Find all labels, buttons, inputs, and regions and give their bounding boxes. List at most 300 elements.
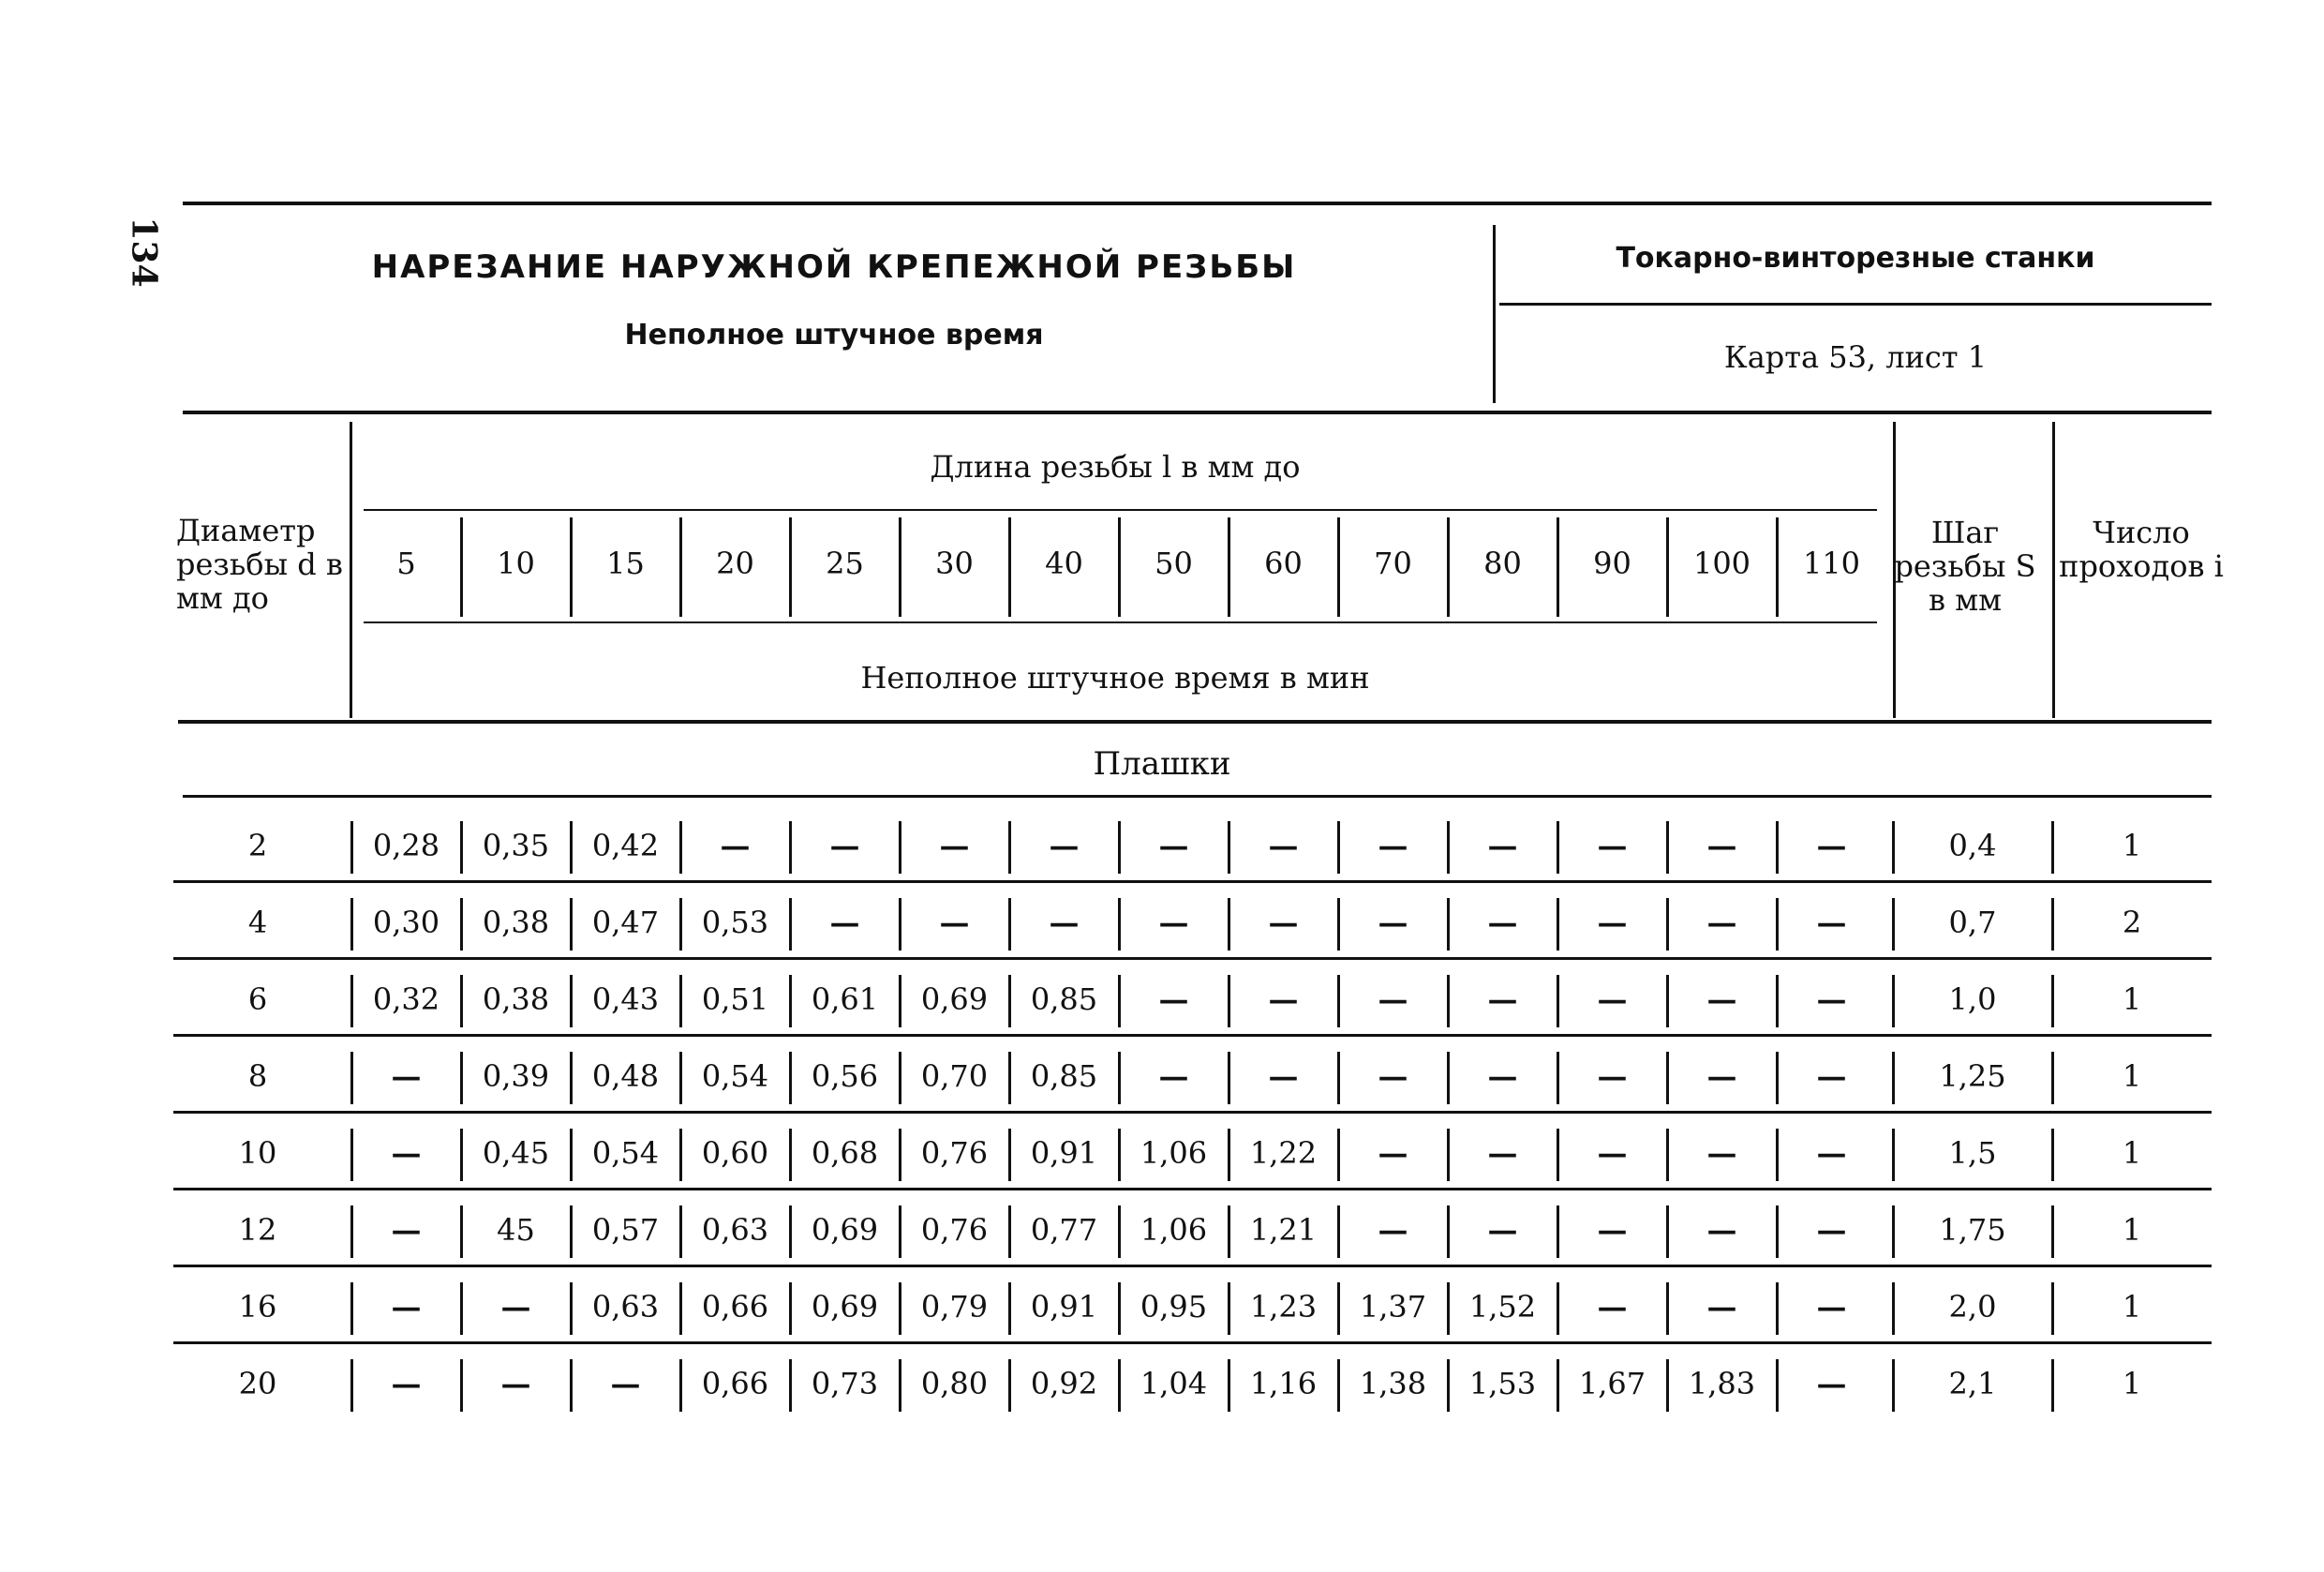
row-col-divider [1118,1282,1121,1335]
length-value-divider [679,517,682,617]
header-right-rule [1499,303,2212,306]
row-col-divider [1447,821,1450,874]
time-cell: — [1158,905,1189,940]
row-step: 1,0 [1948,981,1997,1017]
row-col-divider [1008,898,1011,951]
time-cell: 0,54 [591,1135,660,1171]
table-head-top-rule [183,411,2212,414]
row-col-divider [570,1129,573,1181]
row-col-divider [1228,1282,1230,1335]
row-col-divider [679,821,682,874]
row-col-divider [1228,898,1230,951]
length-value-100: 100 [1692,546,1751,581]
row-col-divider [350,1129,353,1181]
row-col-divider [1337,821,1340,874]
time-cell: 1,04 [1140,1366,1208,1401]
row-diameter: 4 [247,905,268,940]
time-cell: 0,80 [920,1366,989,1401]
time-cell: — [1816,1212,1847,1248]
row-col-divider [1228,1052,1230,1104]
row-col-divider [1008,821,1011,874]
row-col-divider [1892,821,1895,874]
row-col-divider [350,1052,353,1104]
time-cell: 0,35 [482,828,550,863]
row-col-divider [460,1359,463,1412]
top-rule [183,202,2212,205]
row-col-divider [1008,1129,1011,1181]
time-cell: — [1706,1135,1737,1171]
row-bottom-rule [173,1111,2212,1114]
row-bottom-rule [173,1265,2212,1267]
row-col-divider [1337,1205,1340,1258]
row-col-divider [1228,1129,1230,1181]
time-cell: — [1378,981,1408,1017]
time-cell: — [1487,905,1518,940]
time-cell: — [1706,828,1737,863]
length-value-20: 20 [716,546,754,581]
machine-type: Токарно-винторезные станки [1616,242,2095,275]
row-step: 0,4 [1948,828,1997,863]
row-bottom-rule [173,1341,2212,1344]
row-diameter: 6 [247,981,268,1017]
section-title: Плашки [1093,745,1231,783]
row-col-divider [899,1359,901,1412]
row-bottom-rule [173,880,2212,883]
time-cell: — [1268,905,1299,940]
time-cell: 0,57 [591,1212,660,1248]
time-cell: 0,63 [591,1289,660,1325]
row-col-divider [1337,1359,1340,1412]
row-col-divider [1447,1052,1450,1104]
row-col-divider [679,975,682,1027]
row-bottom-rule [173,1188,2212,1190]
time-cell: 0,38 [482,981,550,1017]
time-cell: 0,60 [701,1135,769,1171]
row-col-divider [1776,898,1779,951]
time-cell: 1,23 [1249,1289,1318,1325]
length-value-60: 60 [1264,546,1303,581]
row-col-divider [1557,898,1559,951]
section-bottom-rule [183,795,2212,798]
length-value-divider [899,517,901,617]
table-head-bottom-rule [178,720,2212,724]
row-col-divider [1557,1129,1559,1181]
row-col-divider [789,1205,792,1258]
row-diameter: 2 [247,828,268,863]
time-cell: 1,67 [1578,1366,1646,1401]
length-value-divider [789,517,792,617]
time-cell: 45 [497,1212,535,1248]
length-value-divider [1776,517,1779,617]
row-col-divider [460,1052,463,1104]
time-cell: 1,83 [1688,1366,1756,1401]
time-cell: — [939,905,970,940]
length-value-70: 70 [1374,546,1412,581]
row-col-divider [1118,1052,1121,1104]
row-col-divider [789,1282,792,1335]
row-col-divider [460,975,463,1027]
time-cell: 0,56 [811,1058,879,1094]
time-cell: 0,54 [701,1058,769,1094]
row-col-divider [1447,1282,1450,1335]
time-cell: — [500,1289,531,1325]
row-col-divider [1008,1205,1011,1258]
time-cell: — [1268,828,1299,863]
length-value-25: 25 [826,546,864,581]
document-title: НАРЕЗАНИЕ НАРУЖНОЙ КРЕПЕЖНОЙ РЕЗЬБЫ [371,248,1297,286]
time-cell: 0,32 [372,981,440,1017]
time-cell: — [391,1058,422,1094]
time-cell: — [1816,1366,1847,1401]
row-col-divider [350,1282,353,1335]
row-col-divider [1228,821,1230,874]
row-col-divider [899,898,901,951]
row-col-divider [1447,975,1450,1027]
row-col-divider [1337,1282,1340,1335]
time-cell: 1,53 [1468,1366,1537,1401]
row-diameter: 10 [238,1135,277,1171]
row-col-divider [1337,975,1340,1027]
row-col-divider [1447,1205,1450,1258]
row-col-divider [570,1282,573,1335]
time-cell: — [1597,1289,1628,1325]
row-diameter: 8 [247,1058,268,1094]
row-col-divider [679,1129,682,1181]
row-col-divider [350,1359,353,1412]
time-cell: — [391,1135,422,1171]
row-col-divider [1337,1129,1340,1181]
length-value-divider [1666,517,1669,617]
time-cell: 1,16 [1249,1366,1318,1401]
row-passes: 2 [2122,905,2142,940]
row-col-divider [1447,898,1450,951]
row-passes: 1 [2122,1289,2142,1325]
time-cell: — [1597,981,1628,1017]
time-cell: 0,66 [701,1366,769,1401]
row-col-divider [899,1282,901,1335]
time-cell: 0,61 [811,981,879,1017]
length-value-divider [460,517,463,617]
row-col-divider [1666,898,1669,951]
row-col-divider [1892,1205,1895,1258]
time-cell: 0,66 [701,1289,769,1325]
time-cell: — [1487,1058,1518,1094]
row-col-divider [1892,898,1895,951]
row-col-divider [679,898,682,951]
time-cell: — [829,828,860,863]
length-value-10: 10 [497,546,535,581]
row-col-divider [1776,1052,1779,1104]
row-col-divider [1666,1205,1669,1258]
row-col-divider [350,975,353,1027]
time-cell: — [1378,905,1408,940]
time-cell: 0,76 [920,1135,989,1171]
row-col-divider [1666,1282,1669,1335]
row-col-divider [679,1205,682,1258]
time-cell: — [1487,828,1518,863]
row-col-divider [1776,1205,1779,1258]
row-col-divider [2051,821,2054,874]
time-cell: 0,38 [482,905,550,940]
time-cell: 0,91 [1030,1135,1098,1171]
time-cell: — [1158,1058,1189,1094]
diameter-header: Диаметр резьбы d в мм до [176,513,343,616]
time-cell: 0,30 [372,905,440,940]
row-col-divider [2051,898,2054,951]
time-cell: 0,42 [591,828,660,863]
time-cell: 1,22 [1249,1135,1318,1171]
row-col-divider [1666,1359,1669,1412]
time-cell: — [500,1366,531,1401]
time-cell: — [391,1212,422,1248]
time-cell: — [1378,1212,1408,1248]
row-col-divider [1118,821,1121,874]
row-col-divider [1666,975,1669,1027]
row-col-divider [460,1205,463,1258]
time-cell: — [1597,1135,1628,1171]
time-cell: — [720,828,751,863]
time-cell: — [1816,1135,1847,1171]
time-cell: 0,53 [701,905,769,940]
time-cell: 0,69 [811,1212,879,1248]
time-header: Неполное штучное время в мин [860,660,1370,696]
row-col-divider [350,821,353,874]
row-col-divider [1557,1205,1559,1258]
time-cell: — [1706,1289,1737,1325]
length-value-divider [1557,517,1559,617]
row-col-divider [1118,1129,1121,1181]
row-col-divider [1776,1129,1779,1181]
row-col-divider [570,975,573,1027]
time-cell: — [1268,1058,1299,1094]
time-cell: — [1706,1212,1737,1248]
row-diameter: 20 [238,1366,277,1401]
row-passes: 1 [2122,1135,2142,1171]
row-col-divider [679,1282,682,1335]
length-value-5: 5 [396,546,416,581]
step-header: Шаг резьбы S в мм [1894,515,2036,618]
row-col-divider [899,1129,901,1181]
time-cell: 0,79 [920,1289,989,1325]
time-cell: — [1597,828,1628,863]
row-col-divider [1228,1205,1230,1258]
row-col-divider [1776,1282,1779,1335]
time-cell: 0,85 [1030,981,1098,1017]
row-col-divider [460,1282,463,1335]
time-cell: — [1158,981,1189,1017]
time-cell: — [1597,905,1628,940]
time-cell: — [1816,1289,1847,1325]
length-value-40: 40 [1045,546,1083,581]
time-cell: — [1706,1058,1737,1094]
row-col-divider [1666,821,1669,874]
time-cell: — [1816,981,1847,1017]
row-col-divider [1337,1052,1340,1104]
row-col-divider [2051,1359,2054,1412]
card-number: Карта 53, лист 1 [1723,339,1988,375]
row-col-divider [899,821,901,874]
row-step: 2,0 [1948,1289,1997,1325]
time-cell: 1,38 [1359,1366,1427,1401]
length-value-90: 90 [1593,546,1631,581]
time-cell: 0,73 [811,1366,879,1401]
row-col-divider [1557,821,1559,874]
row-col-divider [1228,975,1230,1027]
row-col-divider [2051,1052,2054,1104]
row-col-divider [2051,1282,2054,1335]
time-cell: 1,06 [1140,1135,1208,1171]
time-cell: — [1706,981,1737,1017]
time-cell: 0,43 [591,981,660,1017]
row-col-divider [789,1129,792,1181]
row-col-divider [1557,975,1559,1027]
time-cell: 0,77 [1030,1212,1098,1248]
length-value-50: 50 [1155,546,1193,581]
length-values-bottom-rule [364,621,1877,623]
row-col-divider [899,1052,901,1104]
time-cell: — [391,1289,422,1325]
row-col-divider [679,1359,682,1412]
row-col-divider [1892,1359,1895,1412]
length-value-30: 30 [935,546,974,581]
time-cell: 0,92 [1030,1366,1098,1401]
time-cell: — [939,828,970,863]
row-passes: 1 [2122,1058,2142,1094]
time-cell: — [1816,828,1847,863]
row-col-divider [1008,1052,1011,1104]
row-col-divider [1557,1282,1559,1335]
row-col-divider [1118,975,1121,1027]
time-cell: 0,39 [482,1058,550,1094]
row-col-divider [1447,1129,1450,1181]
row-col-divider [1228,1359,1230,1412]
row-diameter: 12 [238,1212,277,1248]
time-cell: — [1816,1058,1847,1094]
length-value-divider [1337,517,1340,617]
row-col-divider [570,1052,573,1104]
row-col-divider [679,1052,682,1104]
time-cell: 0,85 [1030,1058,1098,1094]
time-cell: — [1378,1058,1408,1094]
row-bottom-rule [173,1034,2212,1037]
row-passes: 1 [2122,1212,2142,1248]
row-col-divider [1557,1052,1559,1104]
length-value-15: 15 [606,546,645,581]
time-cell: 0,51 [701,981,769,1017]
length-value-divider [1118,517,1121,617]
time-cell: 0,76 [920,1212,989,1248]
row-col-divider [899,975,901,1027]
row-col-divider [350,1205,353,1258]
row-col-divider [1892,1282,1895,1335]
row-col-divider [1008,975,1011,1027]
row-step: 1,75 [1939,1212,2006,1248]
length-value-divider [570,517,573,617]
time-cell: — [1816,905,1847,940]
row-col-divider [1447,1359,1450,1412]
time-cell: — [1049,828,1080,863]
length-values-top-rule [364,509,1877,511]
time-cell: 0,70 [920,1058,989,1094]
time-cell: 1,06 [1140,1212,1208,1248]
time-cell: 0,69 [920,981,989,1017]
time-cell: 1,21 [1249,1212,1318,1248]
time-cell: 0,48 [591,1058,660,1094]
row-col-divider [460,821,463,874]
time-cell: — [1487,1212,1518,1248]
time-cell: 0,45 [482,1135,550,1171]
time-cell: 0,63 [701,1212,769,1248]
time-cell: — [1049,905,1080,940]
row-col-divider [789,898,792,951]
time-cell: — [1487,1135,1518,1171]
time-cell: 0,69 [811,1289,879,1325]
length-value-80: 80 [1483,546,1522,581]
length-header: Длина резьбы l в мм до [930,449,1301,485]
row-col-divider [460,898,463,951]
row-step: 2,1 [1948,1366,1997,1401]
time-cell: 0,47 [591,905,660,940]
time-cell: 1,37 [1359,1289,1427,1325]
row-col-divider [1892,975,1895,1027]
document-subtitle: Неполное штучное время [624,319,1044,352]
row-col-divider [789,1052,792,1104]
time-cell: — [1268,981,1299,1017]
row-col-divider [1008,1282,1011,1335]
time-cell: 0,91 [1030,1289,1098,1325]
row-col-divider [1776,1359,1779,1412]
row-col-divider [2051,1205,2054,1258]
row-col-divider [1008,1359,1011,1412]
row-col-divider [1666,1052,1669,1104]
row-col-divider [1337,898,1340,951]
row-col-divider [1776,821,1779,874]
length-value-divider [1228,517,1230,617]
page-number: 134 [124,217,164,288]
length-value-divider [1008,517,1011,617]
row-col-divider [350,898,353,951]
row-step: 1,5 [1948,1135,1997,1171]
row-col-divider [1118,1205,1121,1258]
row-col-divider [1557,1359,1559,1412]
row-col-divider [1666,1129,1669,1181]
row-col-divider [570,821,573,874]
time-cell: 1,52 [1468,1289,1537,1325]
time-cell: — [1597,1058,1628,1094]
row-passes: 1 [2122,828,2142,863]
row-col-divider [1118,1359,1121,1412]
row-col-divider [1776,975,1779,1027]
time-cell: — [829,905,860,940]
row-col-divider [1892,1129,1895,1181]
row-col-divider [789,821,792,874]
time-cell: — [1378,828,1408,863]
row-col-divider [570,1205,573,1258]
row-col-divider [789,975,792,1027]
row-col-divider [2051,975,2054,1027]
time-cell: — [1487,981,1518,1017]
row-step: 0,7 [1948,905,1997,940]
row-diameter: 16 [238,1289,277,1325]
row-col-divider [2051,1129,2054,1181]
row-col-divider [1892,1052,1895,1104]
row-step: 1,25 [1939,1058,2006,1094]
length-value-110: 110 [1802,546,1861,581]
row-col-divider [460,1129,463,1181]
time-cell: — [391,1366,422,1401]
row-bottom-rule [173,957,2212,960]
row-col-divider [899,1205,901,1258]
